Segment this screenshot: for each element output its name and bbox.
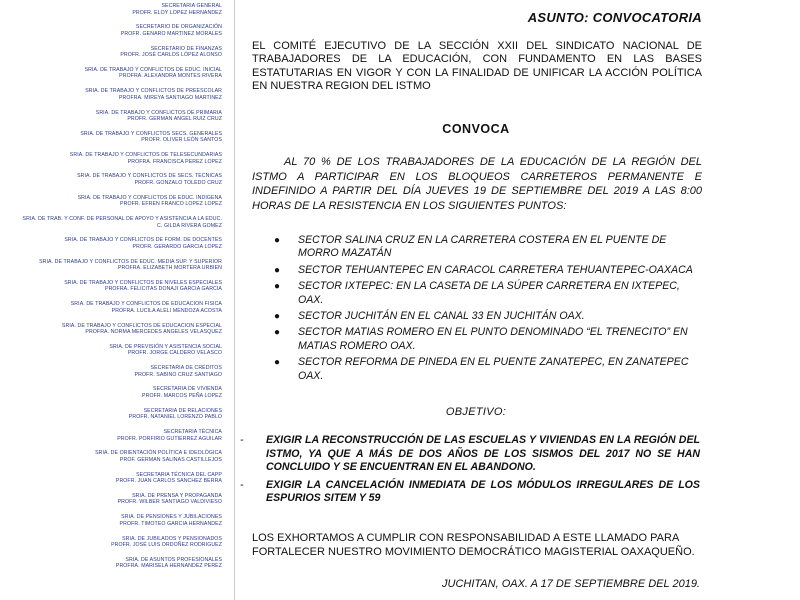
member-role: SRIA. DE TRABAJO Y CONFLICTOS DE FORM. DE DOCENTES xyxy=(64,237,222,244)
committee-member xyxy=(77,173,222,186)
member-name: C. GILDA RIVERA GOMEZ xyxy=(157,222,222,229)
committee-member xyxy=(64,237,222,250)
member-name: PROFR. GERARDO GARCIA LOPEZ xyxy=(132,243,222,250)
committee-member xyxy=(95,450,222,463)
sector-item xyxy=(270,310,700,323)
committee-member xyxy=(117,429,222,442)
committee-member xyxy=(64,280,222,293)
sidebar-divider xyxy=(234,0,235,600)
objective-item xyxy=(240,434,700,475)
member-role: SRIA. DE PRENSA Y PROPAGANDA xyxy=(132,492,222,499)
objective-item xyxy=(240,479,700,506)
committee-member xyxy=(120,514,222,527)
committee-member xyxy=(116,557,222,570)
sector-text: SECTOR IXTEPEC: EN LA CASETA DE LA SÚPER CARRETERA EN IXTEPEC, OAX. xyxy=(298,280,680,306)
committee-member xyxy=(23,216,222,229)
member-name: PROFR. GONZALO TOLEDO CRUZ xyxy=(134,179,222,186)
member-role: SECRETARIA DE RELACIONES xyxy=(143,407,222,414)
place-date: JUCHITAN, OAX. A 17 DE SEPTIEMBRE DEL 2019. xyxy=(442,578,700,590)
member-role: SRIA. DE ORIENTACIÓN POLÍTICA E IDEOLÓGICA xyxy=(95,450,222,457)
committee-member xyxy=(118,493,222,506)
sector-item xyxy=(270,280,700,307)
committee-member xyxy=(116,472,222,485)
member-name: PROFR. MARCOS PEÑA LOPEZ xyxy=(142,392,222,399)
committee-member xyxy=(85,88,222,101)
member-name: PROFR. JORGE CALDERO VELASCO xyxy=(127,350,222,357)
bullet-icon: ● xyxy=(274,264,281,276)
member-role: SECRETARIO DE FINANZAS xyxy=(150,45,222,52)
member-role: SRIA. DE TRABAJO Y CONFLICTOS DE EDUC. INICIAL xyxy=(84,66,222,73)
member-role: SRIA. DE TRAB. Y CONF. DE PERSONAL DE APOYO Y ASISTENCIA A LA EDUC. xyxy=(22,216,222,222)
member-role: SECRETARIA DE VIVIENDA xyxy=(153,386,222,393)
member-role: SRIA. DE TRABAJO Y CONFLICTOS DE NIVELES ESPECIALES xyxy=(64,279,222,286)
member-name: PROFR. NATANIEL LORENZO PABLO xyxy=(128,414,222,421)
member-role: SECRETARIA TÉCNICA DEL CAPP xyxy=(136,471,222,478)
dash-icon: - xyxy=(240,478,244,491)
intro-paragraph: EL COMITÉ EJECUTIVO DE LA SECCIÓN XXII DEL SINDICATO NACIONAL DE TRABAJADORES DE LA EDUCACIÓN, CON FUNDAMENTO EN LAS BASES ESTATUTARIAS EN VIGOR Y CON LA FINALIDAD DE UNIFICAR LA ACCIÓN POLÍTICA EN NUESTRA REGION DEL ISTMO xyxy=(252,40,702,93)
member-name: PROFR. JUAN CARLOS SANCHEZ BERRA xyxy=(115,478,222,485)
bullet-icon: ● xyxy=(274,357,281,369)
member-name: PROFRA. ALEXANDRA MONTES RIVERA xyxy=(119,73,222,80)
sector-text: SECTOR SALINA CRUZ EN LA CARRETERA COSTERA EN EL PUENTE DE MORRO MAZATÁN xyxy=(298,234,667,260)
committee-member xyxy=(96,110,222,123)
sector-text: SECTOR JUCHITÁN EN EL CANAL 33 EN JUCHITÁN OAX. xyxy=(298,310,585,323)
member-name: PROFRA. ELIZABETH MORTERA URBIEN xyxy=(118,265,222,272)
sector-text: SECTOR TEHUANTEPEC EN CARACOL CARRETERA TEHUANTEPEC-OAXACA xyxy=(298,263,693,276)
member-name: PROF. GERMAN SALINAS CASTILLEJOS xyxy=(119,456,222,463)
member-role: SECRETARIA TÉCNICA xyxy=(163,429,222,435)
member-name: PROFR. PORFIRIO GUTIERREZ AGUILAR xyxy=(117,435,222,442)
document-body xyxy=(240,0,704,600)
sector-list xyxy=(270,234,700,386)
committee-member xyxy=(80,131,222,144)
committee-member xyxy=(135,365,222,378)
committee-sidebar xyxy=(0,0,228,600)
objective-heading: OBJETIVO: xyxy=(445,406,507,418)
committee-member xyxy=(142,386,222,399)
subject-heading: ASUNTO: CONVOCATORIA xyxy=(527,10,702,25)
member-name: PROFR. GERMAN ANGEL RUIZ CRUZ xyxy=(127,116,222,123)
member-name: PROFRA. NORMA MERCEDES ANGELES VELASQUEZ xyxy=(85,329,222,336)
call-paragraph: AL 70 % DE LOS TRABAJADORES DE LA EDUCACIÓN DE LA REGIÓN DEL ISTMO A PARTICIPAR EN LOS BLOQUEOS CARRETEROS PERMANENTE E INDEFINIDO A PARTIR DEL DÍA JUEVES 19 DE SEPTIEMBRE DEL 2019 A LAS 8:00 HORAS DE LA RESISTENCIA EN LOS SIGUIENTES PUNTOS: xyxy=(252,156,702,212)
committee-member xyxy=(121,24,222,37)
member-role: SRIA. DE TRABAJO Y CONFLICTOS DE EDUCACION FISICA xyxy=(70,301,222,308)
member-name: PROFR. JOSÉ CARLOS LÓPEZ ALONSO xyxy=(120,52,222,59)
convoca-heading: CONVOCA xyxy=(442,122,510,136)
member-role: SRIA. DE PREVISIÓN Y ASISTENCIA SOCIAL xyxy=(109,343,222,350)
committee-member xyxy=(109,344,222,357)
member-role: SECRETARIA DE CRÉDITOS xyxy=(150,365,222,372)
committee-member xyxy=(62,323,222,336)
member-name: PROFR. ELOY LOPEZ HERNANDEZ xyxy=(132,9,222,16)
member-name: PROFR. SABINO CRUZ SANTIAGO xyxy=(134,371,222,378)
sector-item xyxy=(270,356,700,383)
member-role: SRIA. DE TRABAJO Y CONFLICTOS DE PREESCOLAR xyxy=(85,88,222,95)
member-name: PROFR. JOSÉ LUIS ORDOÑEZ RODRIGUEZ xyxy=(111,542,222,549)
committee-member xyxy=(111,536,222,549)
committee-member xyxy=(132,3,222,16)
member-role: SECRETARIO DE ORGANIZACIÓN xyxy=(135,24,222,31)
member-name: PROFRA. MARISELA HERNANDEZ PEREZ xyxy=(115,563,222,570)
objective-list xyxy=(240,434,700,510)
member-name: PROFR. WILBER SANTIAGO VALDIVIESO xyxy=(117,499,222,506)
member-name: PROFRA. MIREYA SANTIAGO MARTINEZ xyxy=(118,94,222,101)
objective-text: EXIGIR LA RECONSTRUCCIÓN DE LAS ESCUELAS Y VIVIENDAS EN LA REGIÓN DEL ISTMO, YA QUE A MÁS DE DOS AÑOS DE LOS SISMOS DEL 2017 NO SE HAN CONCLUIDO Y SE ENCUENTRAN EN EL ABANDONO. xyxy=(266,434,700,474)
member-role: SRIA. DE ASUNTOS PROFESIONALES xyxy=(125,556,222,563)
member-role: SRIA. DE TRABAJO Y CONFLICTOS DE PRIMARIA xyxy=(95,109,222,116)
member-role: SRIA. DE TRABAJO Y CONFLICTOS SECS. GENERALES xyxy=(80,130,222,137)
sector-item xyxy=(270,234,700,261)
member-role: SRIA. DE TRABAJO Y CONFLICTOS DE EDUC. MEDIA SUP. Y SUPERIOR xyxy=(39,258,222,265)
member-name: PROFR. OLIVER LEÓN SANTOS xyxy=(141,137,222,144)
committee-member xyxy=(120,46,222,59)
bullet-icon: ● xyxy=(274,327,281,339)
member-name: PROFRA. FRANCISCA PEREZ LOPEZ xyxy=(127,158,222,165)
committee-member xyxy=(85,67,222,80)
committee-member xyxy=(70,152,222,165)
sector-text: SECTOR MATIAS ROMERO EN EL PUNTO DENOMINADO “EL TRENECITO” EN MATIAS ROMERO OAX. xyxy=(298,326,688,352)
member-role: SRIA. DE TRABAJO Y CONFLICTOS DE SECS. TECNICAS xyxy=(77,173,222,180)
member-role: SRIA. DE TRABAJO Y CONFLICTOS DE TELESECUNDARIAS xyxy=(69,152,222,159)
sector-item xyxy=(270,326,700,353)
committee-member xyxy=(129,408,222,421)
sector-text: SECTOR REFORMA DE PINEDA EN EL PUENTE ZANATEPEC, EN ZANATEPEC OAX. xyxy=(298,356,689,382)
member-role: SECRETARIA GENERAL xyxy=(161,3,222,9)
bullet-icon: ● xyxy=(274,311,281,323)
member-role: SRIA. DE JUBILADOS Y PENSIONADOS xyxy=(122,535,222,542)
closing-paragraph: LOS EXHORTAMOS A CUMPLIR CON RESPONSABILIDAD A ESTE LLAMADO PARA FORTALECER NUESTRO MOVIMIENTO DEMOCRÁTICO MAGISTERIAL OAXAQUEÑO. xyxy=(252,532,695,559)
committee-member xyxy=(78,195,222,208)
member-role: SRIA. DE PENSIONES Y JUBILACIONES xyxy=(121,514,222,521)
member-role: SRIA. DE TRABAJO Y CONFLICTOS DE EDUC. INDIGENA xyxy=(77,194,222,201)
objective-text: EXIGIR LA CANCELACIÓN INMEDIATA DE LOS MÓDULOS IRREGULARES DE LOS ESPURIOS SITEM Y 59 xyxy=(266,478,700,505)
member-name: PROFRA. LUCILA ALELI MENDOZA ACOSTA xyxy=(111,307,222,314)
bullet-icon: ● xyxy=(274,281,281,293)
bullet-icon: ● xyxy=(274,235,281,246)
member-name: PROFR. TIMOTEO GARCIA HERNANDEZ xyxy=(119,520,222,527)
member-name: PROFR. EFREN FRANCO LOPEZ LOPEZ xyxy=(120,201,222,208)
dash-icon: - xyxy=(240,434,244,446)
committee-member xyxy=(71,301,222,314)
member-name: PROFRA. FELICITAS DONAJI GARCIA GARCIA xyxy=(105,286,222,293)
sector-item xyxy=(270,264,700,277)
member-name: PROFR. GENARO MARTINEZ MORALES xyxy=(120,30,222,37)
committee-member xyxy=(39,259,222,272)
member-role: SRIA. DE TRABAJO Y CONFLICTOS DE EDUCACION ESPECIAL xyxy=(61,322,222,329)
